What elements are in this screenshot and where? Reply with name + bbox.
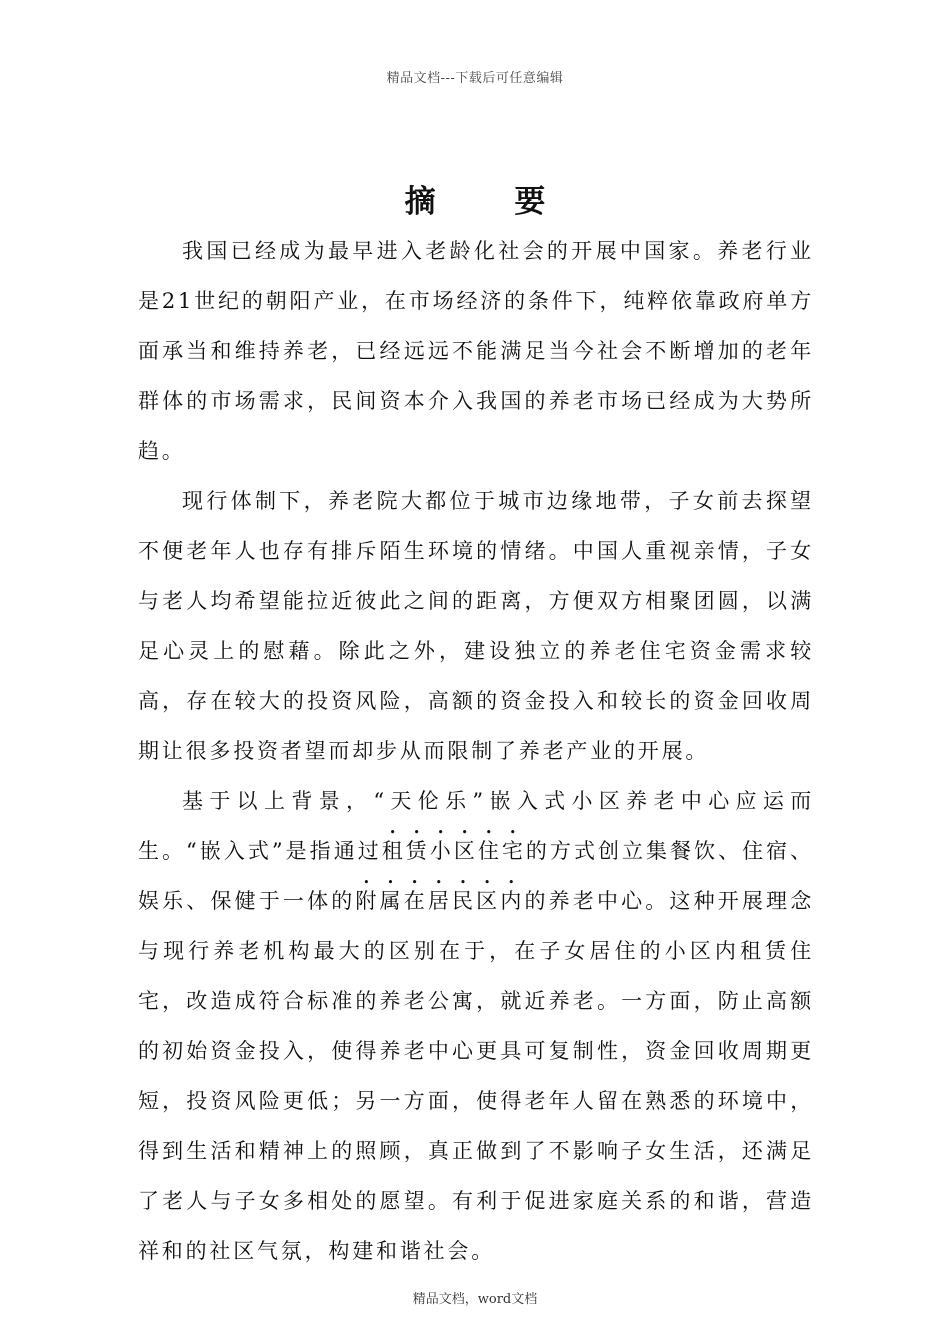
paragraph-3-part-3: 的养老中心。这种开展理念与现行养老机构最大的区别在于，在子女居住的小区内租赁住宅，改造成符合标准的养老公寓，就近养老。一方面，防止高额的初始资金投入，使得养老中心更具可复制性，资金回收周期更短，投资风险更低；另一方面，使得老年人留在熟悉的环境中，得到生活和精神上的照顾，真正做到了不影响子女生活，还满足了老人与子女多相处的愿望。有利于促进家庭关系的和谐，营造祥和的社区气氛，构建和谐社会。 [138,889,815,1263]
paragraph-3-part-2: 的方式创立集餐饮、住宿、娱乐、保健于一体的 [138,839,814,913]
paragraph-1: 我国已经成为最早进入老龄化社会的开展中国家。养老行业是21世纪的朝阳产业，在市场经济的条件下，纯粹依靠政府单方面承当和维持养老，已经远远不能满足当今社会不断增加的老年群体的市场需求，民间资本介入我国的养老市场已经成为大势所趋。 [138,239,814,463]
emphasis-rent-housing: 租赁小区住宅 [381,839,526,863]
paragraph-3-part-1: 基于以上背景，“天伦乐”嵌入式小区养老中心应运而生。“嵌入式”是指通过 [138,789,814,863]
paragraph-3 [138,776,814,1276]
emphasis-attached-residential: 附属在居民区内 [355,889,525,913]
abstract-body [138,226,814,1276]
paragraph-2: 现行体制下，养老院大都位于城市边缘地带，子女前去探望不便老年人也存有排斥陌生环境的情绪。中国人重视亲情，子女与老人均希望能拉近彼此之间的距离，方便双方相聚团圆，以满足心灵上的慰藉。除此之外，建设独立的养老住宅资金需求较高，存在较大的投资风险，高额的资金投入和较长的资金回收周期让很多投资者望而却步从而限制了养老产业的开展。 [138,489,814,763]
document-title: 摘 要 [404,184,580,220]
page-header: 精品文档---下载后可任意编辑 [386,71,564,86]
page-footer: 精品文档，word文档 [412,1292,538,1307]
